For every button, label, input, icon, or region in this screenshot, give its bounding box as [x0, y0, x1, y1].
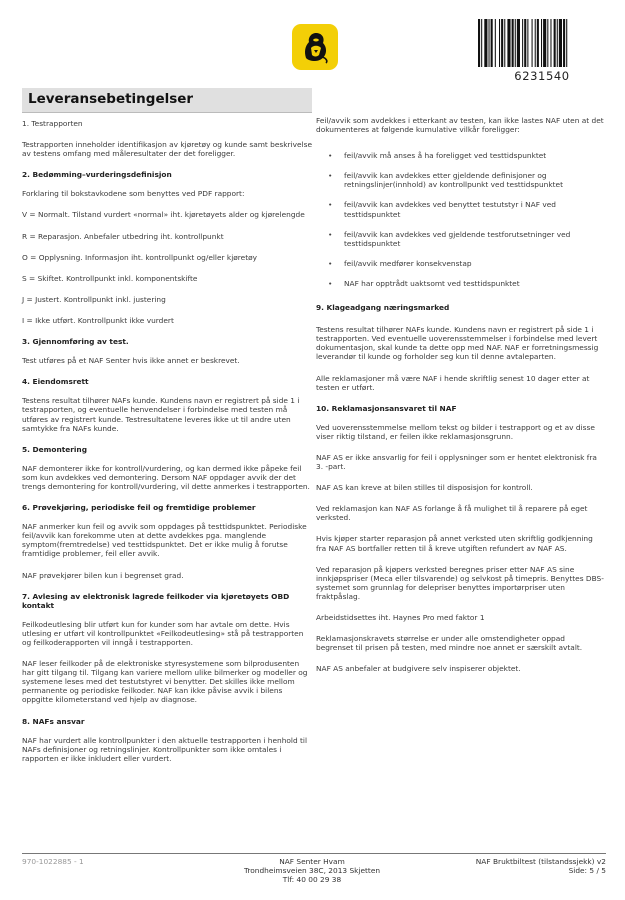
section-8-text: NAF har vurdert alle kontrollpunkter i den aktuelle testrapporten i henhold til NAFs definisjoner og retningslinjer. Kontrollpunkter som ikke omtales i rapporten er ikke inkludert eller vurdert. — [22, 735, 308, 763]
section-10-text-3: NAF AS kan kreve at bilen stilles til disposisjon for kontroll. — [316, 483, 533, 493]
footer-meta-block — [430, 857, 606, 875]
section-6-text: NAF anmerker kun feil og avvik som oppdages på testtidspunktet. Periodiske feil/avvik kan forekomme uten at dette avdekkes pga. manglende symptom(fremtredelse) ved testtidspunktet. Det er ikke mulig å forutse framtidige problemer, feil eller avvik. — [22, 522, 307, 559]
list-item: • feil/avvik må anses å ha foreligget ved testtidspunktet — [316, 151, 604, 160]
section-10-text-6: Ved reparasjon på kjøpers verksted beregnes priser etter NAF AS sine innkjøpspriser (Meca eller tilsvarende) og selvkost på timepris. Benyttes DBS-systemet som grunnlag for delepriser benyttes importørpriser uten fraktpåslag. — [316, 564, 604, 601]
section-7-heading: 7. Avlesing av elektronisk lagrede feilkoder via kjøretøyets OBD kontakt — [22, 591, 290, 610]
list-item: • feil/avvik medfører konsekvenstap — [316, 259, 604, 268]
list-item: • feil/avvik kan avdekkes etter gjeldende definisjoner og retningslinjer(innhold) av kontrollpunkt ved testtidspunktet — [316, 171, 604, 189]
barcode-icon — [478, 19, 606, 67]
section-10-heading: 10. Reklamasjonsansvaret til NAF — [316, 403, 457, 413]
footer-phone: Tlf: 40 00 29 38 — [282, 875, 342, 885]
section-10-text-4: Ved reklamasjon kan NAF AS forlange å få mulighet til å reparere på eget verksted. — [316, 504, 588, 523]
code-j: J = Justert. Kontrollpunkt inkl. justering — [22, 294, 166, 304]
section-9-text-2: Alle reklamasjoner må være NAF i hende skriftlig senest 10 dager etter at testen er utført. — [316, 373, 590, 392]
section-10-text-8: Reklamasjonskravets størrelse er under alle omstendigheter oppad begrenset til prisen på testen, med mindre noe annet er særskilt avtalt. — [316, 634, 583, 653]
page-title: Leveransebetingelser — [28, 91, 194, 107]
liability-intro: Feil/avvik som avdekkes i etterkant av testen, kan ikke lastes NAF uten at det dokumenteres at følgende kumulative vilkår foreligger: — [316, 116, 604, 135]
section-10-text-1: Ved uoverensstemmelse mellom tekst og bilder i testrapport og et av disse viser riktig tilstand, er feilen ikke reklamasjonsgrunn. — [316, 422, 595, 441]
list-item: • feil/avvik kan avdekkes ved benyttet testutstyr i NAF ved testtidspunktet — [316, 200, 604, 218]
section-9-text: Testens resultat tilhører NAFs kunde. Kundens navn er registrert på side 1 i testrapporten. Ved eventuelle uoverensstemmelser i forbindelse med levert dokumentasjon, skal kunde ta dette opp med NAF. NAF er forretningsmessig leverandør til kunde og forholder seg kun til denne avtaleparten. — [316, 325, 599, 362]
title-bar — [22, 88, 312, 113]
lion-glyph — [292, 24, 338, 70]
barcode-number: 6231540 — [514, 69, 570, 83]
list-item: • feil/avvik kan avdekkes ved gjeldende testforutsetninger ved testtidspunktet — [316, 230, 604, 248]
footer-company: NAF Senter Hvam — [279, 857, 345, 866]
conditions-list — [316, 151, 604, 288]
section-10-text-7: Arbeidstidsettes iht. Haynes Pro med faktor 1 — [316, 613, 485, 622]
footer-product: NAF Bruktbiltest (tilstandssjekk) v2 — [475, 857, 606, 866]
code-s: S = Skiftet. Kontrollpunkt inkl. komponentskifte — [22, 273, 198, 283]
code-r: R = Reparasjon. Anbefaler utbedring iht. kontrollpunkt — [22, 231, 224, 241]
footer-company-block — [212, 857, 412, 885]
section-1-heading: 1. Testrapporten — [22, 119, 83, 128]
section-6-text-2: NAF prøvekjører bilen kun i begrenset grad. — [22, 570, 184, 580]
section-5-heading: 5. Demontering — [22, 444, 87, 454]
footer-divider — [22, 853, 606, 854]
footer-page-number: Side: 5 / 5 — [568, 866, 606, 876]
section-9-heading: 9. Klageadgang næringsmarked — [316, 303, 450, 313]
section-7-text: Feilkodeutlesing blir utført kun for kunder som har avtale om dette. Hvis utlesing er utført vil kontrollpunktet «Feilkodeutlesing» stå på testrapporten og feilkoderapporten vil inngå i testrapporten. — [22, 619, 304, 647]
code-i: I = Ikke utført. Kontrollpunkt ikke vurdert — [22, 315, 174, 325]
section-3-heading: 3. Gjennomføring av test. — [22, 337, 129, 347]
list-item: • NAF har opptrådt uaktsomt ved testtidspunktet — [316, 279, 604, 288]
section-2-text: Forklaring til bokstavkodene som benyttes ved PDF rapport: — [22, 189, 245, 199]
section-4-text: Testens resultat tilhører NAFs kunde. Kundens navn er registrert på side 1 i testrapporten, og eventuelle henvendelser i forbindelse med testen må utføres av registrert kunde. Testresultatene leveres ikke ut til andre uten samtykke fra NAFs kunde. — [22, 396, 300, 433]
section-10-text-9: NAF AS anbefaler at budgivere selv inspiserer objektet. — [316, 664, 521, 674]
section-10-text-5: Hvis kjøper starter reparasjon på annet verksted uten skriftlig godkjenning fra NAF AS bortfaller retten til å kreve utgiften refundert av NAF AS. — [316, 534, 593, 553]
section-8-heading: 8. NAFs ansvar — [22, 716, 85, 726]
code-o: O = Opplysning. Informasjon iht. kontrollpunkt og/eller kjøretøy — [22, 252, 257, 262]
code-v: V = Normalt. Tilstand vurdert «normal» iht. kjøretøyets alder og kjørelengde — [22, 210, 305, 220]
left-column — [22, 119, 312, 775]
section-4-heading: 4. Eiendomsrett — [22, 377, 89, 387]
naf-lion-logo-icon — [292, 24, 338, 70]
footer-doc-id: 970-1022885 - 1 — [22, 857, 84, 866]
right-column — [316, 116, 604, 685]
section-3-text: Test utføres på et NAF Senter hvis ikke annet er beskrevet. — [22, 356, 240, 366]
section-10-text-2: NAF AS er ikke ansvarlig for feil i opplysninger som er hentet elektronisk fra 3. -part. — [316, 452, 597, 472]
section-1-text: Testrapporten inneholder identifikasjon av kjøretøy og kunde samt beskrivelse av testens omfang med måleresultater der det foreligger. — [22, 140, 313, 159]
section-5-text: NAF demonterer ikke for kontroll/vurdering, og kan dermed ikke påpeke feil som kun avdekkes ved demontering. Dersom NAF oppdager avvik der det trengs demontering for kontroll/vurdering, vil dette anmerkes i testrapporten. — [22, 463, 310, 491]
section-7-text-2: NAF leser feilkoder på de elektroniske styresystemene som bilprodusenten har gitt tilgang til. Tilgang kan variere mellom ulike bilmerker og modeller og systemene leses med det testutstyret vi benytter. Det skilles ikke mellom permanente og periodiske feilkoder. NAF kan ikke påvise avvik i bilens oppgitte kilometerstand ved hjelp av diagnose. — [22, 659, 308, 705]
section-6-heading: 6. Prøvekjøring, periodiske feil og fremtidige problemer — [22, 503, 256, 513]
section-2-heading: 2. Bedømming–vurderingsdefinisjon — [22, 170, 172, 180]
footer-address: Trondheimsveien 38C, 2013 Skjetten — [243, 866, 381, 876]
